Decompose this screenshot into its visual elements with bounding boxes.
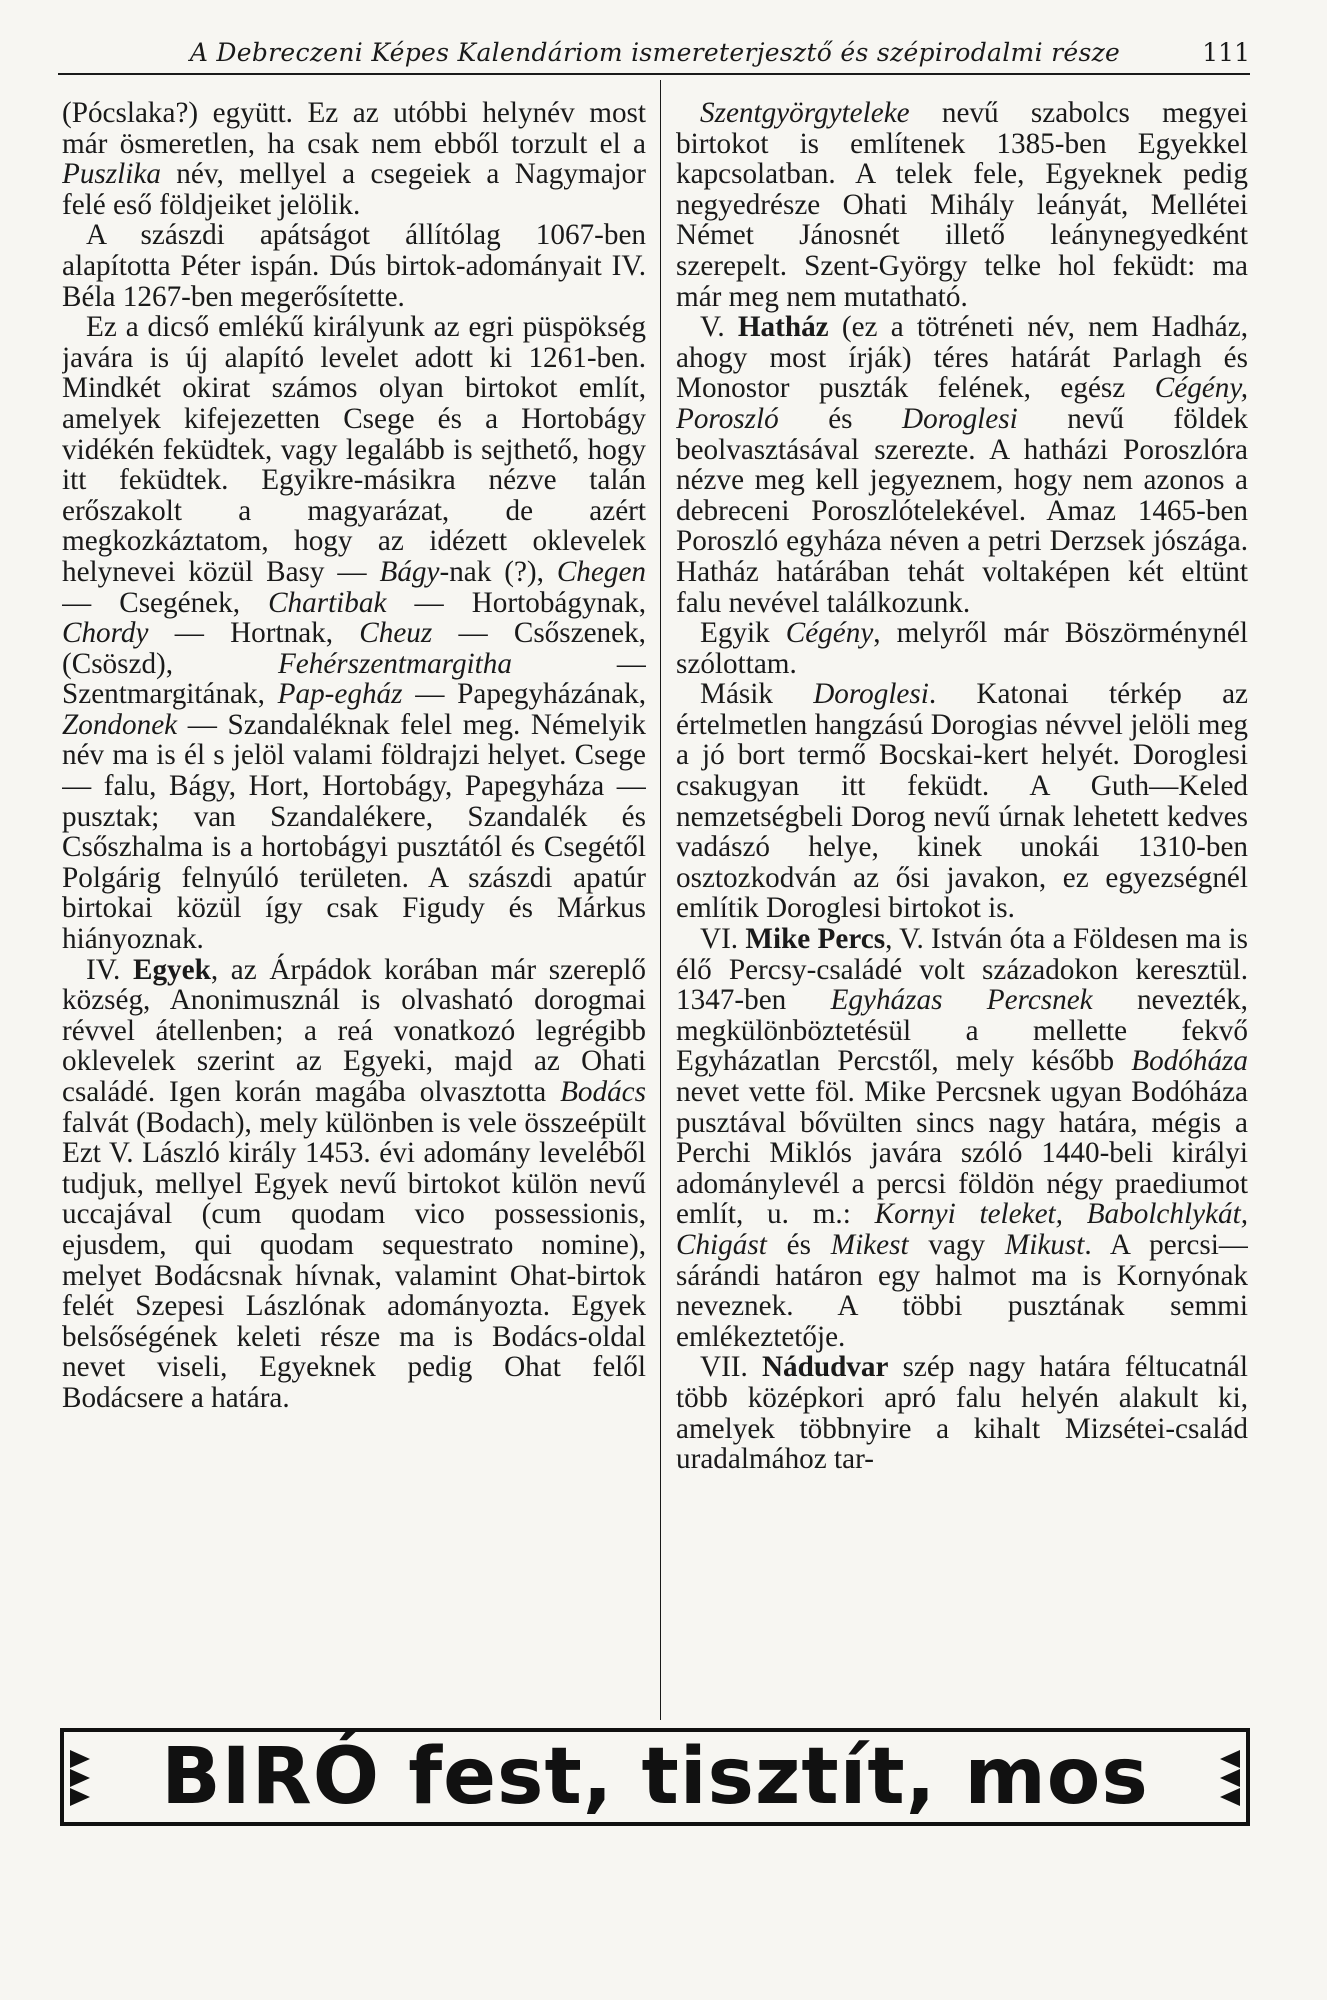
italic-term: Szentgyörgyteleke: [700, 98, 910, 129]
text-run: — Szentmargitának,: [62, 647, 646, 711]
italic-term: Cheuz: [359, 617, 433, 650]
italic-term: Bodács: [560, 1076, 646, 1108]
text-run: falvát (Bodach), mely különben is vele összeépült Ezt V. László király 1453. évi adomány leveléből tudjuk, mellyel Egyek nevű birtokot külön nevű uccajával (cum quodam vico possessionis, ejusdem, qui quodam sequestrato nomine), melyet Bodácsnak hívnak, valamint Ohat-birtok felét Szepesi Lászlónak adományozta. Egyek belsőségének keleti része ma is Bodács-oldal nevet viseli, Egyeknek pedig Ohat felől Bodácsere a határa.: [62, 1106, 646, 1414]
text-run: nevet vette föl. Mike Percsnek ugyan Bodóháza pusztával bővülten sincs nagy határa, mégis a Perchi Miklós javára szóló 1440-beli királyi adománylevél a percsi földön négy praediumot említ, u. m.:: [676, 1076, 1248, 1231]
paragraph: [676, 1352, 1248, 1474]
text-run: VI.: [700, 923, 746, 956]
paragraph: [62, 955, 646, 1414]
italic-term: Cégény: [785, 617, 874, 650]
paragraph: [62, 312, 646, 954]
bold-heading: Nádudvar: [761, 1351, 889, 1384]
text-run: , az Árpádok korában már szereplő község, Anonimusznál is olvasható dorogmai révvel átellenben; a reá vonatkozó legrégibb oklevelek szerint az Egyeki, majd az Ohati családé. Igen korán magába olvasztotta: [62, 953, 646, 1108]
text-run: nevezték, megkülönböztetésül a mellette fekvő Egyházatlan Percstől, mely később: [676, 984, 1248, 1078]
left-column: [62, 98, 646, 1716]
text-run: , V. István óta a Földesen ma is élő Percsy-családé volt századokon keresztül. 1347-ben: [676, 923, 1248, 1017]
text-run: V.: [700, 311, 738, 344]
italic-term: Doroglesi: [813, 678, 929, 711]
italic-term: Bodóháza: [1131, 1045, 1248, 1078]
text-run: . A percsi—sárándi határon egy halmot ma is Kornyónak neveznek. A többi pusztának semmi emlékeztetője.: [676, 1228, 1248, 1353]
paragraph: [676, 679, 1248, 924]
text-run: Másik: [700, 678, 814, 711]
text-run: vagy: [908, 1228, 1005, 1261]
text-run: — Hortobágynak,: [386, 586, 646, 619]
page-number: 111: [1202, 38, 1250, 67]
italic-term: Pap-egház: [277, 678, 403, 711]
italic-term: Doroglesi: [902, 402, 1018, 435]
paragraph: A szászdi apátságot állítólag 1067-ben alapította Péter ispán. Dús birtok-adományait IV. Béla 1267-ben megerősítette.: [62, 219, 646, 313]
text-run: szép nagy határa féltucatnál több középkori apró falu helyén alakult ki, amelyek többnyire a kihalt Mizsétei-család uradalmához tar-: [676, 1351, 1248, 1476]
bold-heading: Mike Percs: [745, 923, 886, 956]
italic-term: Egyházas Percsnek: [830, 984, 1093, 1017]
text-run: név, mellyel a csegeiek a Nagymajor felé eső földjeiket jelölik.: [62, 158, 646, 221]
italic-term: Chordy: [62, 617, 149, 650]
text-run: nevű földek beolvasztásával szerezte. A hatházi Poroszlóra nézve meg kell jegyeznem, hogy nem azonos a debreceni Poroszlótelekével. Amaz 1465-ben Poroszló egyháza néven a petri Derzsek jószága. Hatház határában tehát voltaképen két eltünt falu nevével találkozunk.: [676, 402, 1248, 619]
italic-term: Mikest: [830, 1228, 909, 1261]
italic-term: Chegen: [556, 555, 646, 588]
right-arrow-ornament-icon: [1220, 1750, 1240, 1806]
italic-term: Bágy: [379, 555, 440, 588]
text-run: VII.: [700, 1351, 762, 1384]
paragraph: [676, 312, 1248, 618]
italic-term: Zondonek: [62, 708, 178, 741]
italic-term: Chartibak: [268, 586, 387, 619]
text-run: — Csőszenek, (Csöszd),: [62, 617, 646, 680]
header-rule: [58, 73, 1250, 75]
text-run: nevű szabolcs megyei birtokot is említenek 1385-ben Egyekkel kapcsolatban. A telek fele, Egyeknek pedig negyedrésze Ohati Mihály leányát, Mellétei Német Jánosnét illető leánynegyedként szerepelt. Szent-György telke hol feküdt: ma már meg nem mutatható.: [676, 98, 1248, 313]
text-run: (ez a tötréneti név, nem Hadház, ahogy most írják) téres határát Parlagh és Monostor puszták felének, egész: [676, 311, 1248, 405]
paragraph: [676, 98, 1248, 312]
right-column: [676, 98, 1248, 1716]
left-arrow-ornament-icon: [70, 1750, 90, 1806]
page-header: [60, 38, 1250, 78]
text-run: — Papegyházának,: [402, 678, 646, 711]
column-rule: [660, 80, 661, 1720]
text-run: , melyről már Böszörménynél szólottam.: [676, 617, 1248, 680]
running-title: A Debreczeni Képes Kalendáriom ismereterjesztő és szépirodalmi része: [189, 38, 1121, 67]
text-run: Egyik: [700, 617, 786, 650]
text-run: (Pócslaka?) együtt. Ez az utóbbi helynév most már ösmeretlen, ha csak nem ebből torzult el a: [62, 98, 646, 160]
paragraph: [62, 98, 646, 220]
text-run: és: [766, 1228, 831, 1261]
italic-term: Mikust: [1004, 1228, 1085, 1261]
text-run: — Hortnak,: [148, 617, 360, 650]
paragraph: [676, 618, 1248, 679]
italic-term: Cégény, Poroszló: [676, 372, 1248, 435]
paragraph: [676, 924, 1248, 1352]
italic-term: Puszlika: [62, 158, 161, 191]
text-run: és: [778, 402, 903, 435]
text-run: -nak (?),: [439, 555, 557, 588]
text-run: IV.: [86, 953, 133, 986]
text-run: — Csegének,: [62, 586, 269, 619]
text-run: . Katonai térkép az értelmetlen hangzású Dorogias névvel jelöli meg a jó bort termő Bocskai-kert helyét. Doroglesi csakugyan itt feküdt. A Guth—Keled nemzetségbeli Dorog nevű úrnak lehetett kedves vadászó helye, kinek unokái 1310-ben osztozkodván az ősi javakon, ez egyezségnél említik Doroglesi birtokot is.: [676, 678, 1248, 925]
advertisement-box: [60, 1728, 1250, 1826]
advertisement-text: BIRÓ fest, tisztít, mos: [161, 1732, 1149, 1822]
italic-term: Kornyi teleket, Babolchlykát, Chigást: [676, 1198, 1248, 1261]
bold-heading: Hatház: [737, 311, 829, 344]
italic-term: Fehérszentmargitha: [277, 647, 512, 680]
text-run: — Szandaléknak felel meg. Némelyik név ma is él s jelöl valami földrajzi helyet. Csege — falu, Bágy, Hort, Hortobágy, Papegyháza — pusztak; van Szandalékere, Szandalék és Csőszhalma is a hortobágyi pusztától és Csegétől Polgárig felnyúló területen. A szászdi apatúr birtokai közül így csak Figudy és Márkus hiányoznak.: [62, 708, 646, 956]
text-run: Ez a dicső emlékű királyunk az egri püspökség javára is új alapító levelet adott ki 1261-ben. Mindkét okirat számos olyan birtokot említ, amelyek kifejezetten Csege és a Hortobágy vidékén feküdtek, vagy legalább is sejthető, hogy itt feküdtek. Egyikre-másikra nézve talán erőszakolt a magyarázat, de azért megkozkáztatom, hogy az idézett oklevelek helynevei közül Basy —: [62, 311, 646, 588]
bold-heading: Egyek: [132, 953, 211, 986]
